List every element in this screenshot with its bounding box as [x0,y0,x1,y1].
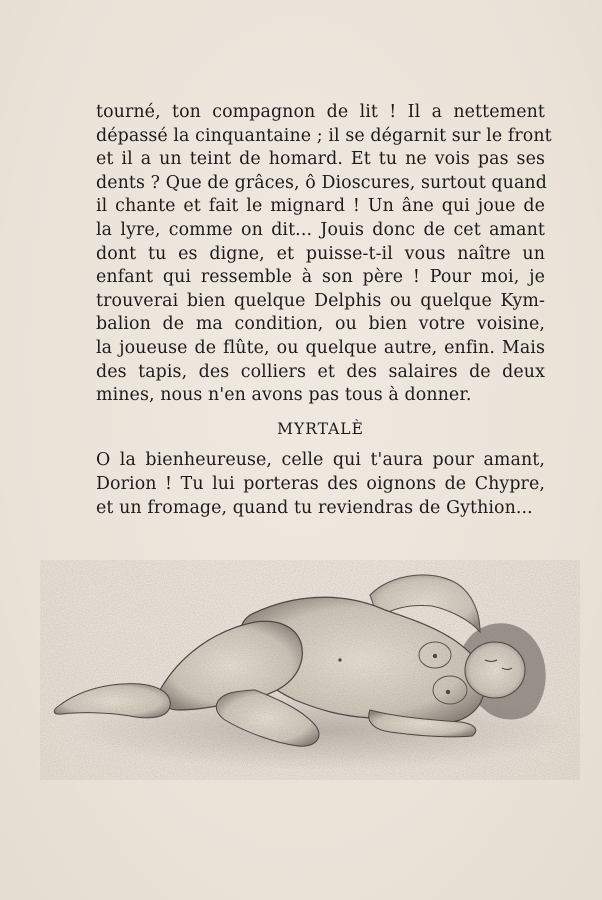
text-line: trouverai bien quelque Delphis ou quelque Kym- [96,290,545,311]
text-line: la joueuse de flûte, ou quelque autre, enfin. Mais [96,337,545,358]
text-line: enfant qui ressemble à son père ! Pour moi, je [96,267,545,288]
grain-texture [40,560,580,780]
text-line: et il a un teint de homard. Et tu ne vois pas ses [96,149,545,170]
text-line: la lyre, comme on dit... Jouis donc de cet amant [96,219,545,240]
text-line: dépassé la cinquantaine ; il se dégarnit sur le front [96,125,552,146]
reclining-figure-illustration [40,560,580,780]
text-block [96,101,552,520]
text-line: Dorion ! Tu lui porteras des oignons de Chypre, [96,473,545,494]
text-line: O la bienheureuse, celle qui t'aura pour amant, [96,450,545,471]
text-line: il chante et fait le mignard ! Un âne qui joue de [96,196,545,217]
text-line: dont tu es digne, et puisse-t-il vous naître un [96,243,545,264]
text-line: balion de ma condition, ou bien votre voisine, [96,314,545,335]
text-line: tourné, ton compagnon de lit ! Il a nettement [96,102,545,122]
text-line: dents ? Que de grâces, ô Dioscures, surtout quand [96,172,547,193]
text-line: et un fromage, quand tu reviendras de Gythion... [96,497,533,518]
text-line: des tapis, des colliers et des salaires de deux [96,361,545,382]
text-line: mines, nous n'en avons pas tous à donner. [96,385,472,406]
speaker-name: MYRTALÈ [277,419,364,438]
